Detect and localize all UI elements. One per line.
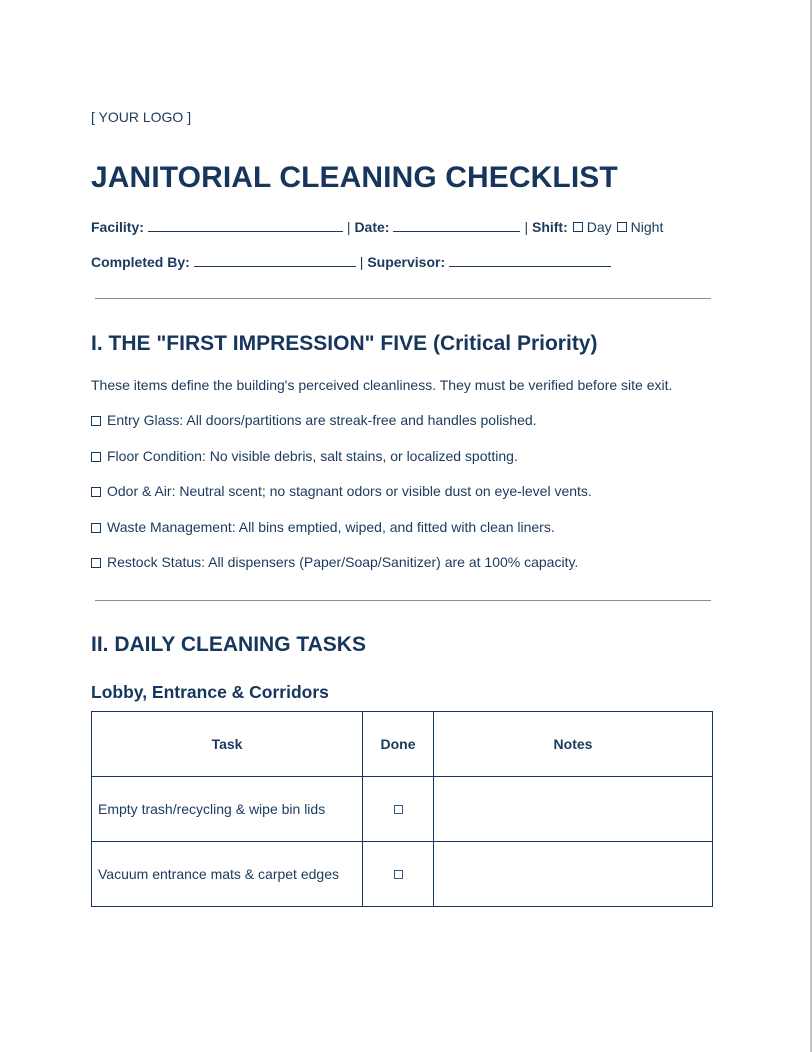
- checkbox-icon[interactable]: [91, 416, 101, 426]
- shift-label: Shift:: [531, 219, 568, 235]
- checklist-item-label: Odor & Air: Neutral scent; no stagnant odors or visible dust on eye-level vents.: [107, 483, 592, 499]
- column-header-done: Done: [363, 712, 434, 777]
- notes-cell[interactable]: [434, 777, 713, 842]
- completed-by-field[interactable]: [194, 253, 356, 267]
- shift-day-checkbox[interactable]: [573, 222, 583, 232]
- shift-night-checkbox[interactable]: [617, 222, 627, 232]
- checklist-item-label: Restock Status: All dispensers (Paper/Soap/Sanitizer) are at 100% capacity.: [107, 554, 579, 570]
- column-header-task: Task: [92, 712, 363, 777]
- checkbox-icon[interactable]: [91, 487, 101, 497]
- divider: [95, 298, 711, 299]
- checklist-item-label: Entry Glass: All doors/partitions are streak-free and handles polished.: [107, 412, 537, 428]
- checklist-item: [91, 448, 592, 484]
- logo-placeholder: [ YOUR LOGO ]: [91, 109, 192, 125]
- checkbox-icon[interactable]: [394, 805, 403, 814]
- table-header-row: [92, 712, 713, 777]
- section-title-first-impression: I. THE "FIRST IMPRESSION" FIVE (Critical Priority): [91, 332, 598, 355]
- table-row: [92, 777, 713, 842]
- column-header-notes: Notes: [434, 712, 713, 777]
- section-title-daily-tasks: II. DAILY CLEANING TASKS: [91, 633, 366, 656]
- first-impression-checklist: [91, 412, 592, 590]
- done-cell: [363, 842, 434, 907]
- checkbox-icon[interactable]: [91, 558, 101, 568]
- checkbox-icon[interactable]: [394, 870, 403, 879]
- supervisor-field[interactable]: [449, 253, 611, 267]
- page-title: JANITORIAL CLEANING CHECKLIST: [91, 161, 618, 194]
- section-intro: These items define the building's perceived cleanliness. They must be verified before site exit.: [91, 377, 673, 393]
- divider: [95, 600, 711, 601]
- checklist-item-label: Waste Management: All bins emptied, wiped, and fitted with clean liners.: [107, 518, 555, 535]
- facility-field[interactable]: [148, 218, 343, 232]
- date-field[interactable]: [393, 218, 520, 232]
- checklist-item-label: Floor Condition: No visible debris, salt stains, or localized spotting.: [107, 447, 518, 464]
- separator: |: [359, 254, 364, 270]
- separator: |: [524, 219, 529, 235]
- subsection-title-lobby: Lobby, Entrance & Corridors: [91, 682, 329, 702]
- separator: |: [346, 219, 351, 235]
- shift-day-label: Day: [586, 219, 612, 235]
- completed-by-label: Completed By:: [91, 254, 190, 270]
- tasks-table: [91, 711, 713, 907]
- meta-line-facility: [91, 218, 663, 235]
- checklist-item: [91, 519, 592, 555]
- date-label: Date:: [354, 219, 390, 235]
- task-cell: Vacuum entrance mats & carpet edges: [92, 842, 363, 907]
- meta-line-completed-by: [91, 253, 615, 270]
- table-row: [92, 842, 713, 907]
- checklist-item: [91, 412, 592, 448]
- facility-label: Facility:: [91, 219, 144, 235]
- done-cell: [363, 777, 434, 842]
- notes-cell[interactable]: [434, 842, 713, 907]
- task-cell: Empty trash/recycling & wipe bin lids: [92, 777, 363, 842]
- checkbox-icon[interactable]: [91, 523, 101, 533]
- checklist-item: [91, 554, 592, 590]
- shift-night-label: Night: [630, 219, 664, 235]
- checkbox-icon[interactable]: [91, 452, 101, 462]
- checklist-item: [91, 483, 592, 519]
- supervisor-label: Supervisor:: [367, 254, 446, 270]
